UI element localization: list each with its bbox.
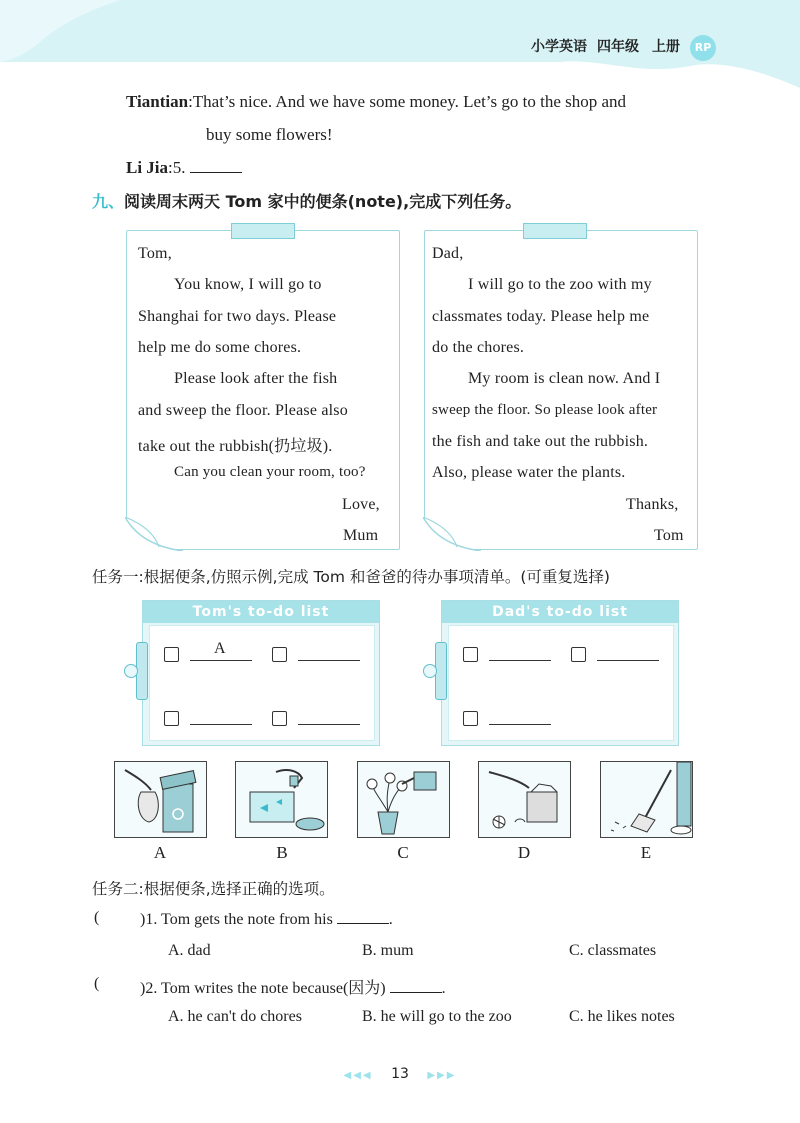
- dad-todo-body: [448, 625, 674, 741]
- section-number: 九、: [92, 192, 125, 211]
- note-right-line-9: Thanks,: [626, 496, 679, 513]
- page-footer: [0, 1066, 800, 1082]
- section-title: [92, 189, 521, 212]
- dad-todo-title: Dad's to-do list: [442, 601, 678, 623]
- note-left-line-10: Mum: [343, 527, 379, 544]
- question-1-line: )1. Tom gets the note from his .: [140, 911, 393, 928]
- picture-clean-room: [478, 761, 571, 838]
- dad-checkbox-1[interactable]: [463, 647, 478, 662]
- note-right-line-10: Tom: [654, 527, 684, 544]
- note-left-line-3: Shanghai for two days. Please: [138, 308, 337, 325]
- tom-blank-4[interactable]: [298, 724, 360, 725]
- note-left-line-1: Tom,: [138, 245, 172, 262]
- tiantian-text-1: That’s nice. And we have some money. Let’s go to the shop and: [192, 92, 627, 111]
- question-2-number: 2.: [145, 980, 158, 997]
- tom-clip-ring: [124, 664, 138, 678]
- footer-right-arrows-icon: ▶▶▶: [427, 1070, 457, 1081]
- note-right-line-8: Also, please water the plants.: [432, 464, 626, 481]
- note-left-line-6: and sweep the floor. Please also: [138, 402, 348, 419]
- answer-blank-5[interactable]: [190, 158, 242, 173]
- question-1-option-c[interactable]: C. classmates: [569, 942, 657, 959]
- header-volume: 上册: [652, 39, 680, 55]
- question-1-option-b[interactable]: B. mum: [362, 942, 414, 959]
- note-left-line-5: Please look after the fish: [174, 370, 338, 387]
- page-number: 13: [391, 1066, 409, 1082]
- picture-label-c: C: [397, 843, 409, 862]
- question-2-paren-open: (: [94, 975, 100, 992]
- header-subject: 小学英语: [531, 39, 587, 55]
- question-2-option-c[interactable]: C. he likes notes: [569, 1008, 675, 1025]
- dialogue-lijia-line: Li Jia:5.: [126, 158, 242, 178]
- note-right-line-5: My room is clean now. And I: [468, 370, 661, 387]
- tom-blank-2[interactable]: [298, 660, 360, 661]
- question-2-paren-close: ): [140, 980, 146, 997]
- speaker-lijia: Li Jia: [126, 158, 169, 177]
- note-right-line-7: the fish and take out the rubbish.: [432, 433, 649, 450]
- picture-label-a: A: [153, 843, 167, 862]
- speaker-tiantian: Tiantian: [126, 92, 189, 111]
- question-1-answer-box[interactable]: [104, 906, 136, 928]
- tom-todo-title: Tom's to-do list: [143, 601, 379, 623]
- footer-left-arrows-icon: ◀◀◀: [343, 1070, 373, 1081]
- dad-blank-2[interactable]: [597, 660, 659, 661]
- question-1-number: 1.: [145, 911, 158, 928]
- note-right-line-6: sweep the floor. So please look after: [432, 402, 658, 418]
- question-2-answer-box[interactable]: [104, 972, 136, 994]
- dad-checkbox-3[interactable]: [463, 711, 478, 726]
- section-title-text: 阅读周末两天 Tom 家中的便条(note),完成下列任务。: [124, 192, 522, 211]
- tom-blank-3[interactable]: [190, 724, 252, 725]
- picture-sweep-floor: [600, 761, 693, 838]
- question-2-option-b[interactable]: B. he will go to the zoo: [362, 1008, 512, 1025]
- page-curl-right: [423, 517, 483, 551]
- picture-label-d: D: [517, 843, 531, 862]
- note-left-line-2: You know, I will go to: [174, 276, 322, 293]
- task1-instruction: 任务一:根据便条,仿照示例,完成 Tom 和爸爸的待办事项清单。(可重复选择): [92, 568, 610, 586]
- tom-checkbox-1[interactable]: [164, 647, 179, 662]
- note-right-line-3: classmates today. Please help me: [432, 308, 650, 325]
- note-right-line-2: I will go to the zoo with my: [468, 276, 652, 293]
- note-right-line-1: Dad,: [432, 245, 464, 262]
- header-band: [0, 0, 800, 92]
- question-1-paren-close: ): [140, 911, 146, 928]
- note-left-line-4: help me do some chores.: [138, 339, 302, 356]
- note-left-line-8: Can you clean your room, too?: [174, 464, 366, 480]
- tom-example-answer: A: [214, 640, 226, 657]
- tom-checkbox-2[interactable]: [272, 647, 287, 662]
- page-curl-left: [125, 517, 185, 551]
- question-1-stem: Tom gets the note from his: [161, 911, 333, 928]
- question-1-blank[interactable]: [337, 909, 389, 924]
- question-2-blank[interactable]: [390, 978, 442, 993]
- note-right-line-4: do the chores.: [432, 339, 525, 356]
- dad-checkbox-2[interactable]: [571, 647, 586, 662]
- picture-label-b: B: [276, 843, 288, 862]
- tape-left: [231, 223, 295, 239]
- picture-water-plants: [357, 761, 450, 838]
- note-left-line-9: Love,: [342, 496, 380, 513]
- tom-blank-1[interactable]: [190, 660, 252, 661]
- publisher-badge: RP: [690, 35, 716, 61]
- task2-instruction: 任务二:根据便条,选择正确的选项。: [92, 880, 335, 898]
- tiantian-text-2: buy some flowers!: [206, 125, 333, 144]
- dad-blank-3[interactable]: [489, 724, 551, 725]
- note-left-line-7: take out the rubbish(扔垃圾).: [138, 438, 333, 455]
- question-2-stem: Tom writes the note because(因为): [161, 980, 386, 997]
- question-1-paren-open: (: [94, 909, 100, 926]
- tom-checkbox-3[interactable]: [164, 711, 179, 726]
- tape-right: [523, 223, 587, 239]
- lijia-number: 5.: [172, 158, 186, 177]
- question-1-option-a[interactable]: A. dad: [168, 942, 211, 959]
- question-2-option-a[interactable]: A. he can't do chores: [168, 1008, 302, 1025]
- header-grade: 四年级: [597, 39, 639, 55]
- tom-checkbox-4[interactable]: [272, 711, 287, 726]
- question-2-line: )2. Tom writes the note because(因为) .: [140, 980, 446, 997]
- dad-clip-ring: [423, 664, 437, 678]
- picture-take-out-rubbish: [114, 761, 207, 838]
- picture-feed-fish: [235, 761, 328, 838]
- dad-blank-1[interactable]: [489, 660, 551, 661]
- picture-label-e: E: [640, 843, 652, 862]
- dialogue-tiantian-line1: Tiantian:That’s nice. And we have some money. Let’s go to the shop and: [126, 92, 627, 111]
